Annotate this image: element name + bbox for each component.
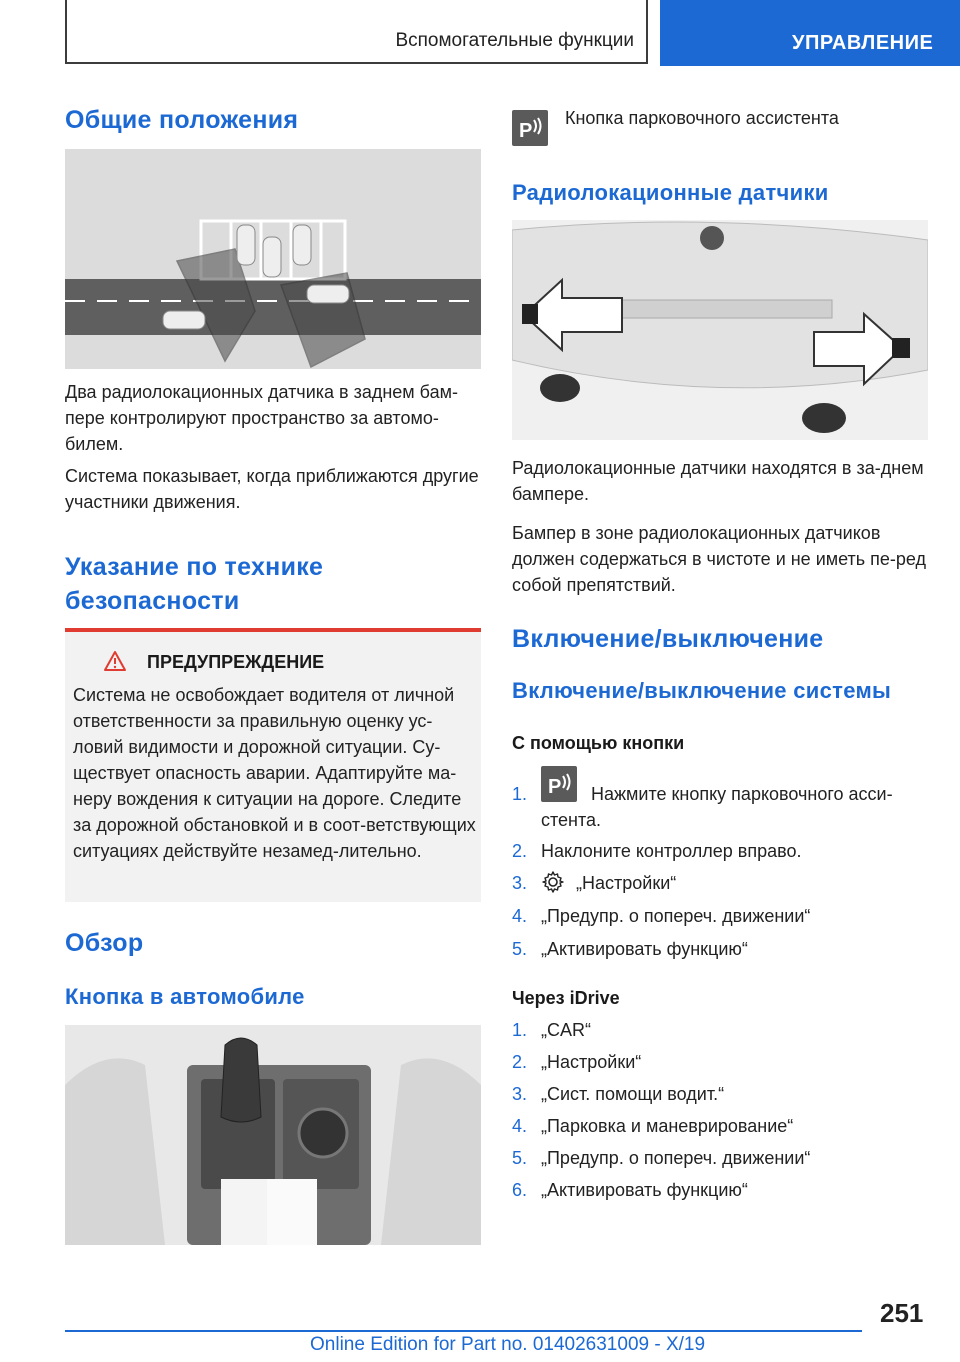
park-assist-button-caption: Кнопка парковочного ассистента (565, 108, 839, 128)
step-text: „Предупр. о попереч. движении“ (541, 906, 811, 926)
page-number: 251 (880, 1298, 924, 1328)
step-text: „Активировать функцию“ (541, 1180, 748, 1200)
step-number: 1. (512, 784, 528, 804)
list-item (576, 873, 676, 894)
console-photo-svg (65, 1025, 481, 1245)
header-chapter-tab (660, 0, 960, 66)
step-number: 4. (512, 906, 528, 926)
step-number: 1. (512, 1020, 528, 1040)
step-text: „Парковка и маневрирование“ (541, 1116, 794, 1136)
heading-radar-sensors: Радиолокационные датчики (512, 180, 829, 205)
step-text: Наклоните контроллер вправо. (541, 841, 802, 861)
warning-triangle-icon (103, 650, 127, 672)
paragraph-bumper-clean: Бампер в зоне радиолокационных датчиков должен содержаться в чистоте и не иметь пе-ред собой препятствий. (512, 523, 927, 595)
step-number: 5. (512, 939, 528, 959)
step-number: 2. (512, 841, 528, 861)
warning-title: ПРЕДУПРЕЖДЕНИЕ (147, 652, 325, 672)
step-text: стента. (541, 810, 602, 830)
step-number: 5. (512, 1148, 528, 1168)
step-text: „Предупр. о попереч. движении“ (541, 1148, 811, 1168)
step-number: 6. (512, 1180, 528, 1200)
footer-divider (65, 1330, 862, 1332)
heading-general: Общие положения (65, 106, 299, 134)
step-text: Нажмите кнопку парковочного асси- (591, 784, 893, 804)
gear-icon (541, 870, 565, 894)
list-item (591, 784, 893, 805)
park-assist-step-icon (541, 766, 577, 802)
step-number: 3. (512, 873, 528, 893)
bumper-photo-figure (512, 220, 928, 440)
header-section-box (65, 0, 648, 64)
list-item (541, 810, 601, 831)
step-text: „Сист. помощи водит.“ (541, 1084, 725, 1104)
console-photo-figure (65, 1025, 481, 1245)
bumper-photo-svg (512, 220, 928, 440)
heading-overview: Обзор (65, 929, 144, 957)
step-text: „Настройки“ (576, 873, 677, 893)
warning-box (65, 628, 481, 902)
svg-text:P: P (548, 776, 562, 798)
header-chapter-title: УПРАВЛЕНИЕ (792, 32, 934, 54)
step-number: 3. (512, 1084, 528, 1104)
paragraph-sensors-intro: Два радиолокационных датчика в заднем бам-пере контролируют пространство за автомо-билем. (65, 382, 458, 454)
heading-safety: Указание по технике безопасности (65, 553, 324, 615)
warning-text: Система не освобождает водителя от личной ответственности за правильную оценку ус-ловий видимости и дорожной ситуации. Су-ществует опасность аварии. Адаптируйте ма-неру вождения к ситуации на дороге. Следите за дорожной обстановкой и в соот-ветствующих ситуациях действуйте незамед-лительно. (73, 685, 476, 861)
heading-on-off: Включение/выключение (512, 625, 824, 653)
header-section-title: Вспомогательные функции (395, 30, 634, 51)
heading-on-off-system: Включение/выключение системы (512, 678, 892, 703)
footer-edition: Online Edition for Part no. 01402631009 - X/19 (310, 1334, 706, 1355)
step-text: „CAR“ (541, 1020, 591, 1040)
svg-text:P: P (519, 120, 533, 142)
step-text: „Активировать функцию“ (541, 939, 748, 959)
heading-via-idrive: Через iDrive (512, 988, 620, 1008)
step-number: 4. (512, 1116, 528, 1136)
step-number: 2. (512, 1052, 528, 1072)
park-assist-icon (512, 110, 548, 146)
park-assist-button-icon (512, 110, 548, 146)
parking-diagram-figure (65, 149, 481, 369)
parking-diagram-svg (65, 149, 481, 369)
step-text: „Настройки“ (541, 1052, 642, 1072)
heading-button-in-car: Кнопка в автомобиле (65, 984, 305, 1009)
heading-via-button: С помощью кнопки (512, 733, 685, 753)
park-assist-icon (541, 766, 577, 802)
paragraph-system-shows: Система показывает, когда приближаются другие участники движения. (65, 466, 479, 512)
paragraph-sensors-location: Радиолокационные датчики находятся в за-днем бампере. (512, 458, 924, 504)
